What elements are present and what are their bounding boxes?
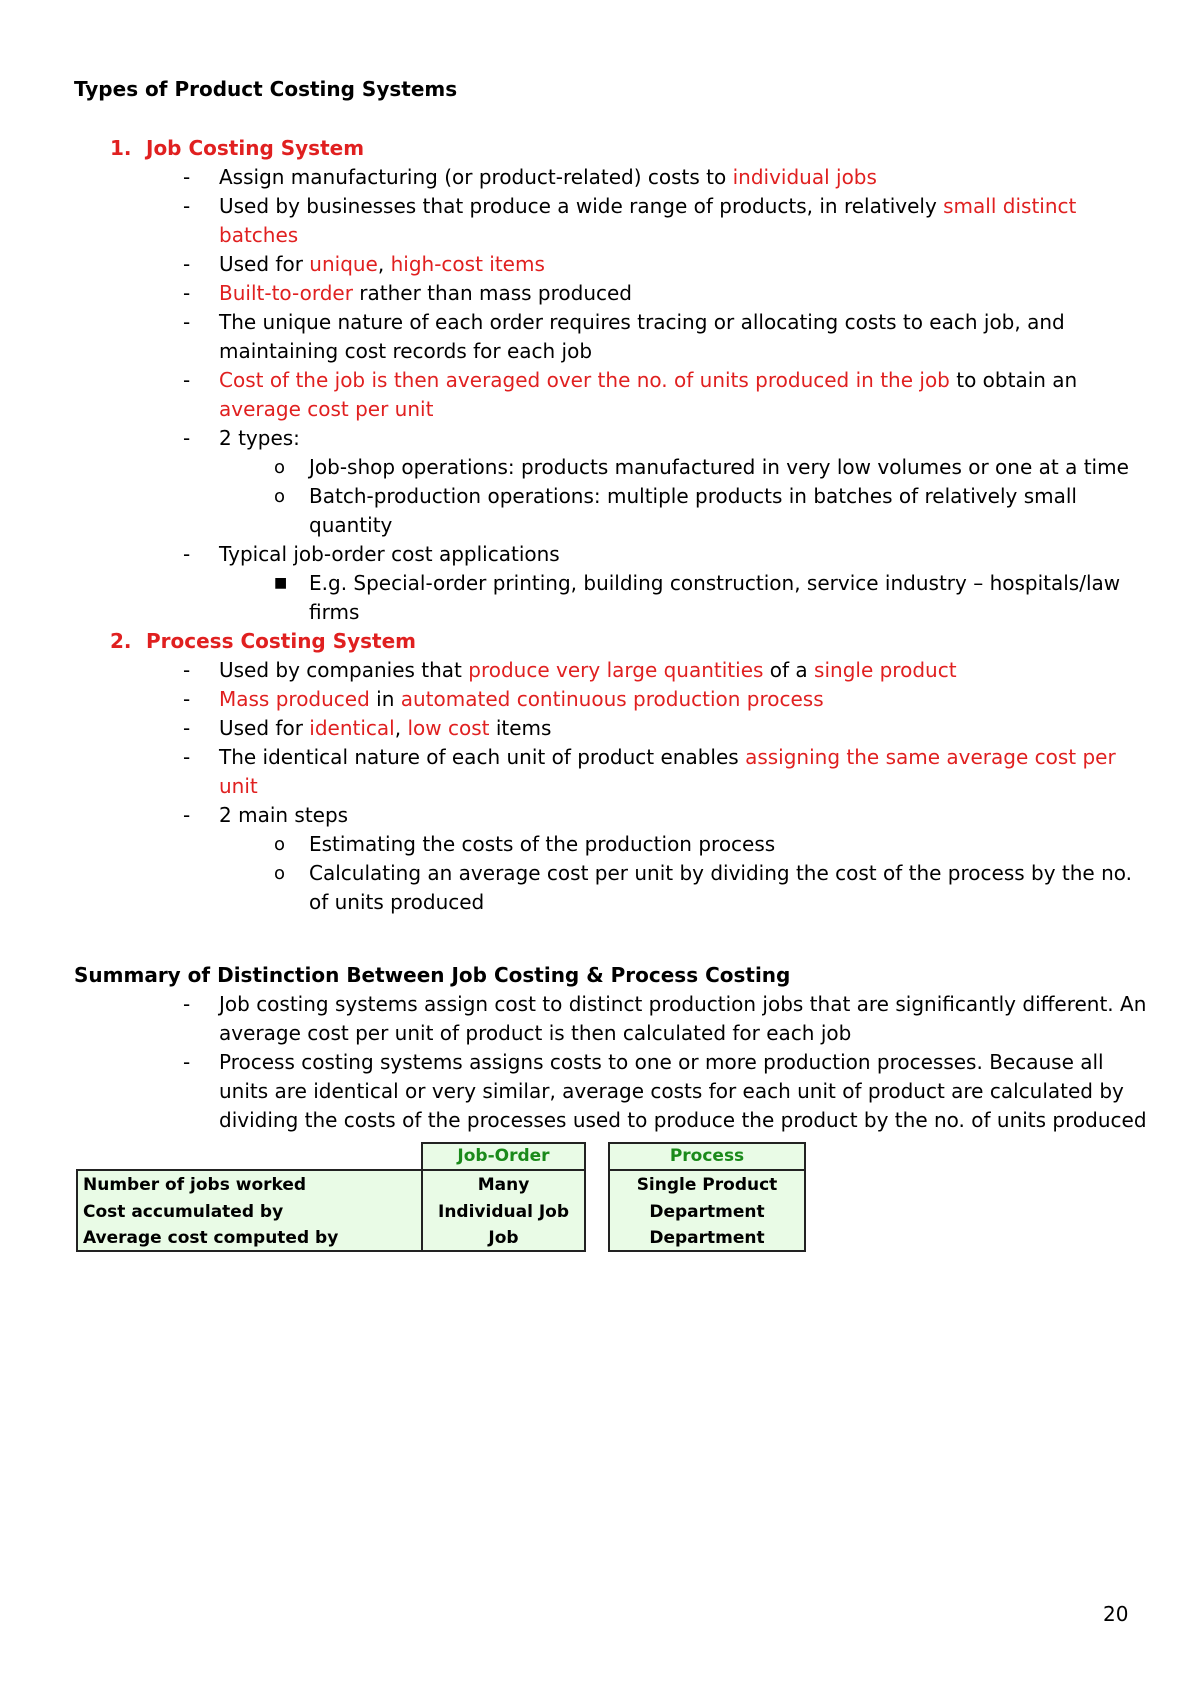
list-item: The unique nature of each order requires tracing or allocating costs to each job, and — [219, 310, 1065, 334]
bullet-dash: - — [183, 310, 191, 334]
sub-list-item: E.g. Special-order printing, building construction, service industry – hospitals/law — [309, 571, 1121, 595]
sub-list-item-continuation: firms — [309, 600, 360, 624]
row-label: Cost accumulated by — [83, 1202, 284, 1222]
bullet-dash: - — [183, 803, 191, 827]
table-cell: Department — [649, 1228, 765, 1248]
list-item: Process costing systems assigns costs to one or more production processes. Because all — [219, 1050, 1104, 1074]
bullet-dash: - — [183, 165, 191, 189]
sub-list-item: Estimating the costs of the production process — [309, 832, 776, 856]
sub-list-item: Calculating an average cost per unit by dividing the cost of the process by the no. — [309, 861, 1133, 885]
list-item: Used by companies that produce very large quantities of a single product — [219, 658, 957, 682]
list-item-continuation: average cost per unit — [219, 397, 434, 421]
bullet-dash: - — [183, 542, 191, 566]
sub-list-item: Job-shop operations: products manufactured in very low volumes or one at a time — [309, 455, 1129, 479]
page-title: Types of Product Costing Systems — [74, 77, 458, 101]
header-cell-process: Process — [608, 1142, 806, 1170]
list-item-continuation: units are identical or very similar, average costs for each unit of product are calculated by — [219, 1079, 1124, 1103]
bullet-dash: - — [183, 992, 191, 1016]
list-item-continuation: average cost per unit of product is then calculated for each job — [219, 1021, 852, 1045]
table-cell: Individual Job — [438, 1202, 569, 1222]
table-cell: Job — [488, 1228, 519, 1248]
table-cell: Department — [649, 1202, 765, 1222]
bullet-circle: o — [274, 834, 286, 855]
list-item: Used for unique, high-cost items — [219, 252, 545, 276]
table-cell: Many — [477, 1175, 530, 1195]
list-item: Cost of the job is then averaged over the no. of units produced in the job to obtain an — [219, 368, 1078, 392]
bullet-dash: - — [183, 281, 191, 305]
row-label: Number of jobs worked — [83, 1175, 307, 1195]
bullet-dash: - — [183, 745, 191, 769]
list-item: Job costing systems assign cost to distinct production jobs that are significantly different. An — [219, 992, 1147, 1016]
list-item: Used for identical, low cost items — [219, 716, 552, 740]
bullet-dash: - — [183, 658, 191, 682]
bullet-circle: o — [274, 457, 286, 478]
section-number: 2. — [110, 629, 132, 653]
sub-list-item-continuation: of units produced — [309, 890, 485, 914]
list-item: 2 types: — [219, 426, 300, 450]
bullet-circle: o — [274, 486, 286, 507]
section-title: Job Costing System — [146, 136, 365, 160]
list-item: The identical nature of each unit of product enables assigning the same average cost per — [219, 745, 1116, 769]
list-item: 2 main steps — [219, 803, 349, 827]
list-item: Mass produced in automated continuous production process — [219, 687, 824, 711]
table-cell: Single Product — [636, 1175, 778, 1195]
list-item-continuation: dividing the costs of the processes used to produce the product by the no. of units produced — [219, 1108, 1147, 1132]
label-column — [76, 1169, 423, 1252]
section-number: 1. — [110, 136, 132, 160]
list-item-continuation: batches — [219, 223, 299, 247]
header-cell-job-order: Job-Order — [421, 1142, 586, 1170]
list-item-continuation: maintaining cost records for each job — [219, 339, 593, 363]
job-order-column — [421, 1169, 586, 1252]
sub-list-item-continuation: quantity — [309, 513, 393, 537]
summary-heading: Summary of Distinction Between Job Costing & Process Costing — [74, 963, 791, 987]
bullet-dash: - — [183, 194, 191, 218]
list-item: Used by businesses that produce a wide range of products, in relatively small distinct — [219, 194, 1077, 218]
process-column — [608, 1169, 806, 1252]
sub-list-item: Batch-production operations: multiple products in batches of relatively small — [309, 484, 1077, 508]
bullet-dash: - — [183, 1050, 191, 1074]
list-item: Built-to-order rather than mass produced — [219, 281, 632, 305]
list-item-continuation: unit — [219, 774, 258, 798]
bullet-square-icon: ■ — [274, 575, 288, 591]
page-number: 20 — [1103, 1602, 1129, 1626]
bullet-circle: o — [274, 863, 286, 884]
list-item: Typical job-order cost applications — [219, 542, 560, 566]
bullet-dash: - — [183, 252, 191, 276]
list-item: Assign manufacturing (or product-related) costs to individual jobs — [219, 165, 877, 189]
section-title: Process Costing System — [146, 629, 417, 653]
bullet-dash: - — [183, 426, 191, 450]
bullet-dash: - — [183, 368, 191, 392]
row-label: Average cost computed by — [83, 1228, 339, 1248]
bullet-dash: - — [183, 716, 191, 740]
bullet-dash: - — [183, 687, 191, 711]
